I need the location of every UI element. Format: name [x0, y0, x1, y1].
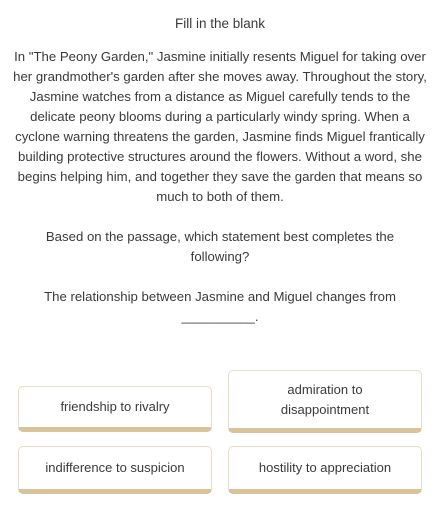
- page-title: Fill in the blank: [174, 16, 266, 31]
- answer-choice-label: indifference to suspicion: [45, 460, 185, 475]
- answer-choice-c[interactable]: [18, 446, 212, 494]
- reading-passage: In "The Peony Garden," Jasmine initially resents Miguel for taking over her grandmother's garden after she moves away. Throughout the story, Jasmine watches from a distance as Miguel carefully tends to the delicate peony blooms during a particularly windy spring. When a cyclone warning threatens the garden, Jasmine finds Miguel frantically building protective structures around the flowers. Without a word, she begins helping him, and together they save the garden that means so much to both of them.: [13, 49, 427, 204]
- answer-choice-label: admiration to disappointment: [280, 381, 370, 417]
- question-prompt: Based on the passage, which statement best completes the following?: [45, 229, 395, 264]
- answer-choice-b[interactable]: [228, 370, 422, 433]
- answer-choice-label: hostility to appreciation: [258, 460, 392, 475]
- question-stem: [20, 287, 420, 327]
- question-stem-text: The relationship between Jasmine and Miguel changes from: [44, 289, 396, 304]
- fill-blank: __________.: [181, 309, 259, 324]
- answer-choice-a[interactable]: [18, 386, 212, 432]
- answer-choice-d[interactable]: [228, 446, 422, 494]
- answer-choice-label: friendship to rivalry: [60, 399, 170, 414]
